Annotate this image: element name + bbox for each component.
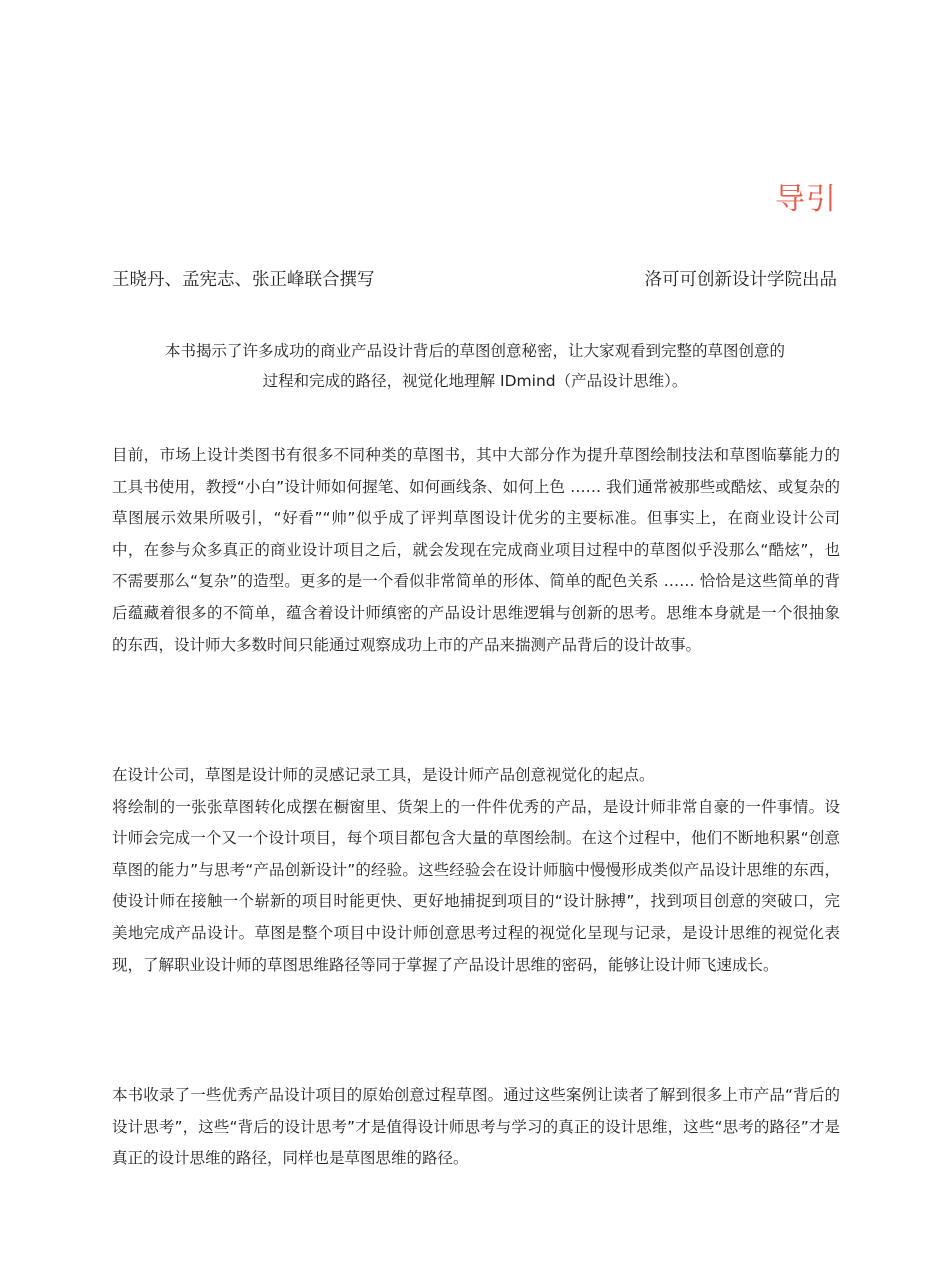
page-title: 导引 [775, 182, 837, 217]
paragraph-text: 目前，市场上设计类图书有很多不同种类的草图书，其中大部分作为提升草图绘制技法和草图临摹能力的工具书使用，教授“小白”设计师如何握笔、如何画线条、如何上色 …… 我们通常被那些或酷炫、或复杂的草图展示效果所吸引，“好看”“帅”似乎成了评判草图设计优劣的主要标准。但事实上，在商业设计公司中，在参与众多真正的商业设计项目之后，就会发现在完成商业项目过程中的草图似乎没那么“酷炫”，也不需要那么“复杂”的造型。更多的是一个看似非常简单的形体、简单的配色关系 …… 恰恰是这些简单的背后蕴藏着很多的不简单，蕴含着设计师缜密的产品设计思维逻辑与创新的思考。思维本身就是一个很抽象的东西，设计师大多数时间只能通过观察成功上市的产品来揣测产品背后的设计故事。 [112, 446, 840, 654]
byline [112, 266, 837, 294]
intro-line-2: 过程和完成的路径，视觉化地理解 IDmind（产品设计思维）。 [262, 372, 688, 390]
authors-credit: 王晓丹、孟宪志、张正峰联合撰写 [112, 270, 375, 290]
body-paragraph-3 [112, 1080, 840, 1175]
paragraph-text: 在设计公司，草图是设计师的灵感记录工具，是设计师产品创意视觉化的起点。 [112, 766, 655, 784]
body-paragraph-2 [112, 760, 840, 981]
intro-summary [112, 336, 838, 396]
paragraph-text: 本书收录了一些优秀产品设计项目的原始创意过程草图。通过这些案例让读者了解到很多上市产品“背后的设计思考”，这些“背后的设计思考”才是值得设计师思考与学习的真正的设计思维，这些“思考的路径”才是真正的设计思维的路径，同样也是草图思维的路径。 [112, 1086, 840, 1168]
paragraph-text: 将绘制的一张张草图转化成摆在橱窗里、货架上的一件件优秀的产品，是设计师非常自豪的一件事情。设计师会完成一个又一个设计项目，每个项目都包含大量的草图绘制。在这个过程中，他们不断地积累“创意草图的能力”与思考“产品创新设计”的经验。这些经验会在设计师脑中慢慢形成类似产品设计思维的东西，使设计师在接触一个崭新的项目时能更快、更好地捕捉到项目的“设计脉搏”，找到项目创意的突破口，完美地完成产品设计。草图是整个项目中设计师创意思考过程的视觉化呈现与记录，是设计思维的视觉化表现，了解职业设计师的草图思维路径等同于掌握了产品设计思维的密码，能够让设计师飞速成长。 [112, 797, 840, 974]
publisher-credit: 洛可可创新设计学院出品 [644, 270, 837, 290]
body-paragraph-1 [112, 440, 840, 661]
intro-line-1: 本书揭示了许多成功的商业产品设计背后的草图创意秘密，让大家观看到完整的草图创意的 [164, 342, 785, 360]
